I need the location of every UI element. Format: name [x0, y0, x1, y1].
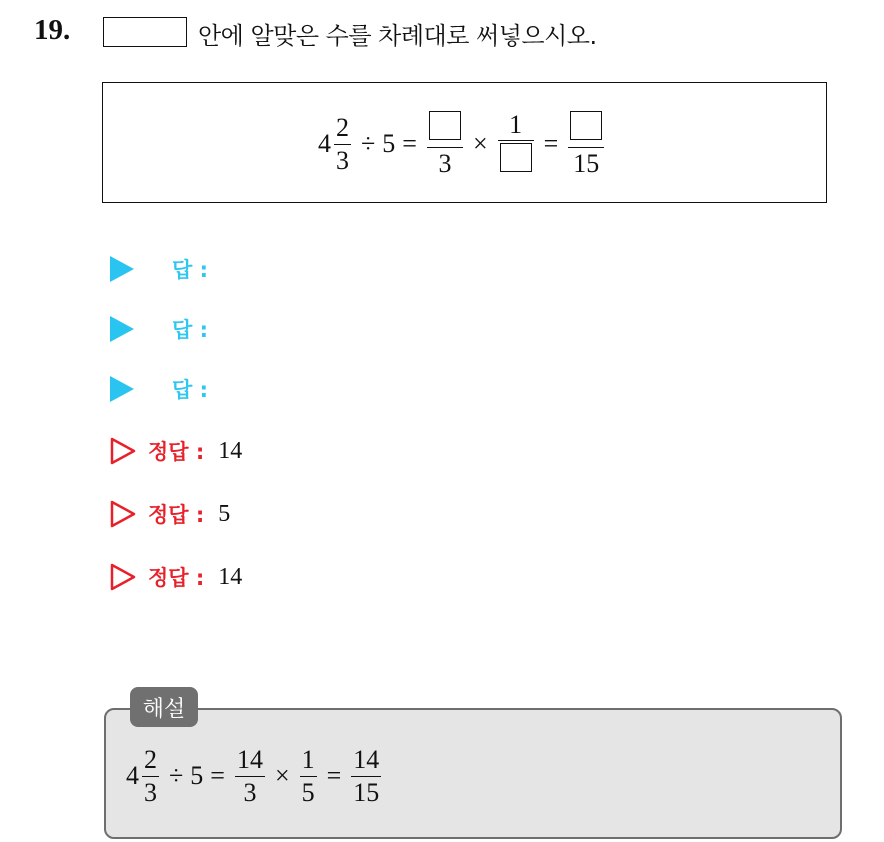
fraction-numerator: 1 [509, 109, 523, 139]
problem-equation [318, 105, 607, 183]
fraction-numerator: 14 [236, 745, 263, 775]
fraction-numerator: 14 [353, 745, 380, 775]
fraction-blank-over-15 [568, 111, 604, 178]
equals-sign: = [543, 129, 559, 158]
fraction-numerator: 2 [144, 745, 157, 775]
fraction-bar [235, 776, 265, 777]
blank-box-1 [429, 111, 461, 140]
play-triangle-icon [110, 256, 134, 282]
fraction-denominator: 3 [243, 777, 257, 807]
answer-label: 답 : [172, 378, 208, 402]
division-sign: ÷ [361, 129, 376, 158]
answer-row-1 [110, 254, 208, 284]
correct-answer-value: 14 [218, 563, 243, 590]
fraction-denominator: 5 [301, 777, 315, 807]
fraction-bar [568, 147, 604, 148]
equals-sign: = [326, 761, 342, 790]
blank-box-3 [570, 111, 602, 140]
fraction-bar [498, 140, 534, 141]
divisor: 5 [382, 129, 396, 158]
fraction-1-over-blank [498, 111, 534, 178]
explanation-equation [126, 741, 384, 811]
answer-label: 답 : [172, 318, 208, 342]
fraction-mixed [334, 114, 351, 174]
fraction-14-over-15 [351, 746, 381, 806]
answer-row-2 [110, 314, 208, 344]
fraction-numerator: 2 [336, 113, 349, 143]
answer-blank-box [103, 17, 187, 47]
outline-triangle-icon [110, 500, 136, 528]
division-sign: ÷ [169, 761, 184, 790]
fraction-1-over-5 [300, 746, 317, 806]
explanation-tab: 해설 [130, 687, 198, 727]
times-sign: × [472, 129, 488, 158]
divisor: 5 [190, 761, 204, 790]
times-sign: × [274, 761, 290, 790]
fraction-denominator: 15 [573, 149, 600, 178]
outline-triangle-icon [110, 563, 136, 591]
mixed-whole: 4 [318, 129, 331, 158]
fraction-bar [142, 776, 159, 777]
fraction-mixed [142, 746, 159, 806]
correct-answer-value: 5 [218, 500, 231, 527]
equals-sign: = [210, 761, 225, 790]
fraction-bar [334, 144, 351, 145]
question-text: 안에 알맞은 수를 차례대로 써넣으시오. [198, 22, 597, 50]
fraction-denominator: 3 [336, 145, 349, 175]
mixed-whole: 4 [126, 761, 139, 790]
correct-answer-row-1 [110, 436, 242, 466]
answer-row-3 [110, 374, 208, 404]
fraction-denominator: 15 [353, 777, 380, 807]
correct-answer-row-3 [110, 562, 242, 592]
fraction-denominator: 3 [144, 777, 157, 807]
correct-answer-label: 정답 : [148, 566, 205, 590]
question-number: 19. [34, 14, 71, 46]
correct-answer-row-2 [110, 499, 230, 529]
play-triangle-icon [110, 316, 134, 342]
fraction-blank-over-3 [427, 111, 463, 178]
fraction-denominator: 3 [438, 149, 452, 178]
fraction-bar [300, 776, 317, 777]
play-triangle-icon [110, 376, 134, 402]
equals-sign: = [402, 129, 417, 158]
blank-box-2 [500, 143, 532, 172]
outline-triangle-icon [110, 437, 136, 465]
correct-answer-value: 14 [218, 437, 243, 464]
answer-label: 답 : [172, 258, 208, 282]
correct-answer-label: 정답 : [148, 440, 205, 464]
fraction-bar [351, 776, 381, 777]
fraction-numerator: 1 [301, 745, 315, 775]
fraction-bar [427, 147, 463, 148]
correct-answer-label: 정답 : [148, 503, 205, 527]
fraction-14-over-3 [235, 746, 265, 806]
